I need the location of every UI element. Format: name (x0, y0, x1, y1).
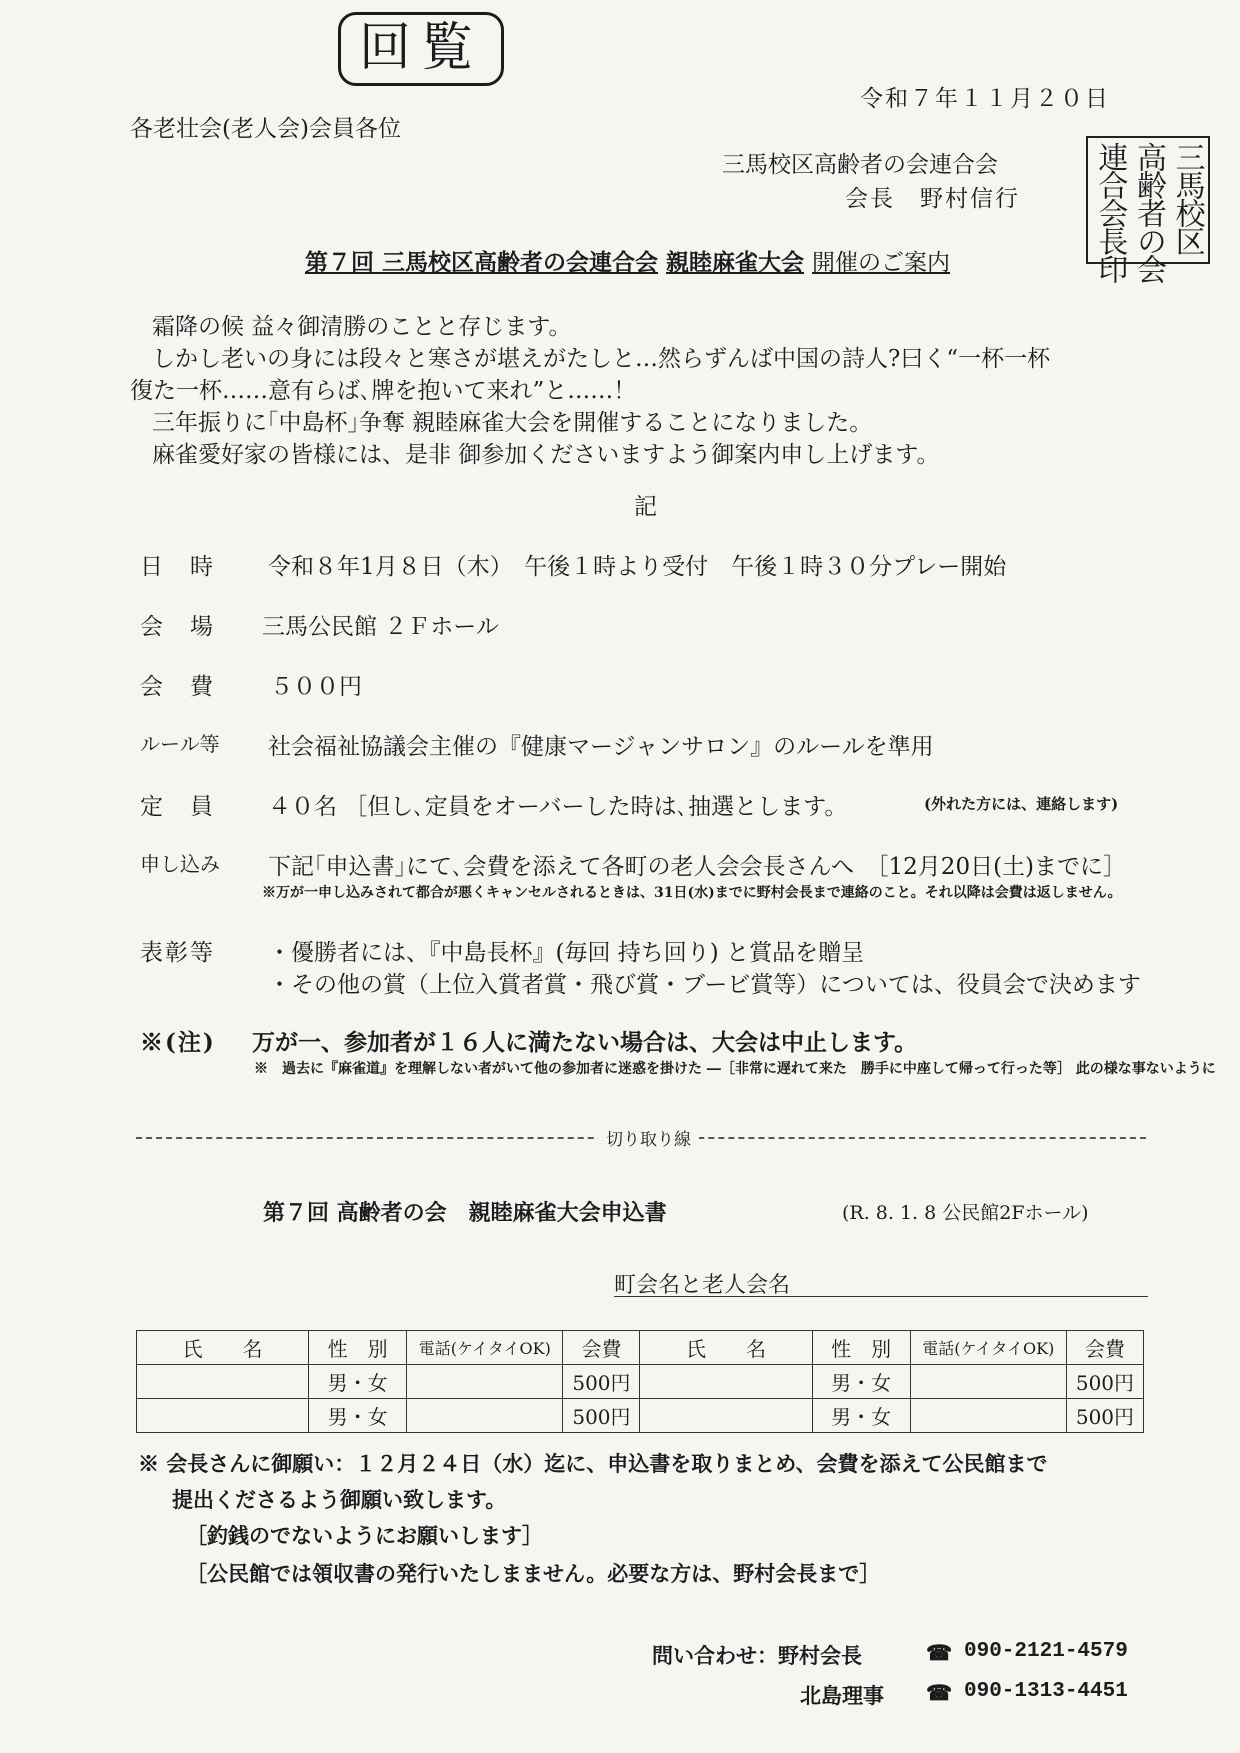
ki-heading: 記 (634, 494, 657, 520)
award-item: ・その他の賞（上位入賞者賞・飛び賞・ブービ賞等）については、役員会で決めます (268, 972, 1141, 998)
capacity-note: (外れた方には、連絡します) (924, 795, 1119, 813)
document-date: 令和７年１１月２０日 (860, 86, 1110, 112)
venue-value: 三馬公民館 ２Ｆホール (262, 614, 499, 640)
name-cell[interactable] (640, 1365, 812, 1399)
datetime-label: 日 時 (140, 554, 215, 580)
header-phone: 電話(ケイタイOK) (910, 1331, 1066, 1365)
fee-cell: 500円 (563, 1399, 640, 1433)
apply-label: 申し込み (140, 852, 220, 876)
name-cell[interactable] (137, 1399, 309, 1433)
name-cell[interactable] (137, 1365, 309, 1399)
caution-label: ※(注) (140, 1029, 216, 1056)
contact-phone: 090-1313-4451 (964, 1680, 1128, 1703)
award-label: 表彰等 (140, 940, 215, 966)
award-item: ・優勝者には、『中島長杯』(毎回 持ち回り) と賞品を贈呈 (268, 940, 865, 966)
title-part2: 親睦麻雀大会 (666, 249, 805, 276)
fee-value: ５００円 (270, 674, 362, 700)
cut-line-label: 切り取り線 (598, 1125, 699, 1150)
seal-column: 三馬校区 (1169, 142, 1205, 254)
gender-cell[interactable]: 男・女 (812, 1365, 910, 1399)
rules-label: ルール等 (140, 732, 220, 756)
table-header-row (137, 1331, 1144, 1365)
town-label: 町会名と老人会名 (614, 1273, 791, 1298)
header-fee: 会費 (563, 1331, 640, 1365)
phone-icon: ☎ (926, 1680, 953, 1705)
seal-column: 連合会長印 (1092, 142, 1128, 282)
intro-line: 霜降の候 益々御清勝のことと存じます。 (152, 314, 572, 340)
title-part3: 開催のご案内 (812, 250, 951, 276)
phone-cell[interactable] (407, 1365, 563, 1399)
header-phone: 電話(ケイタイOK) (407, 1331, 563, 1365)
datetime-value: 令和８年1月８日（木） 午後１時より受付 午後１時３０分プレー開始 (268, 554, 1007, 580)
rules-value: 社会福祉協議会主催の『健康マージャンサロン』のルールを準用 (268, 734, 934, 760)
header-fee: 会費 (1066, 1331, 1143, 1365)
phone-cell[interactable] (910, 1399, 1066, 1433)
phone-icon: ☎ (926, 1640, 953, 1665)
kairan-stamp: 回覧 (338, 12, 504, 86)
gender-cell[interactable]: 男・女 (812, 1399, 910, 1433)
apply-value: 下記｢申込書｣にて､会費を添えて各町の老人会会長さんへ ［12月20日(土)までに］ (268, 854, 1127, 880)
contact-name: 北島理事 (800, 1683, 884, 1708)
fee-cell: 500円 (1066, 1399, 1143, 1433)
footer-note: ※ 会長さんに御願い：１２月２４日（水）迄に、申込書を取りまとめ、会費を添えて公民館まで (138, 1451, 1048, 1476)
caution-note: ※ 過去に『麻雀道』を理解しない者がいて他の参加者に迷惑を掛けた ―［非常に遅れて来た 勝手に中座して帰って行った等］ 此の様な事ないように (254, 1061, 1216, 1077)
addressee: 各老壮会(老人会)会員各位 (130, 116, 401, 142)
table-row (137, 1365, 1144, 1399)
header-gender: 性 別 (309, 1331, 407, 1365)
document-title (305, 244, 950, 277)
official-seal (1086, 136, 1210, 282)
table-row (137, 1399, 1144, 1433)
footer-note: 提出くださるよう御願い致します。 (172, 1487, 507, 1512)
application-table (136, 1330, 1144, 1433)
town-input-line[interactable] (614, 1296, 1148, 1297)
fee-cell: 500円 (563, 1365, 640, 1399)
intro-line: しかし老いの身には段々と寒さが堪えがたしと…然らずんば中国の詩人?曰く“一杯一杯 (152, 346, 1051, 372)
contact-label: 問い合わせ：野村会長 (652, 1643, 862, 1668)
form-date-venue: (R. 8. 1. 8 公民館2Fホール) (842, 1202, 1089, 1224)
title-part1: 第７回 三馬校区高齢者の会連合会 (305, 249, 659, 276)
sender-org: 三馬校区高齢者の会連合会 (722, 152, 998, 178)
form-title: 第７回 高齢者の会 親睦麻雀大会申込書 (263, 1200, 667, 1226)
fee-label: 会 費 (140, 674, 215, 700)
phone-cell[interactable] (407, 1399, 563, 1433)
intro-line: 復た一杯……意有らば､牌を抱いて来れ”と……！ (130, 378, 637, 404)
footer-note: ［釣銭のでないようにお願いします］ (186, 1523, 543, 1548)
caution-value: 万が一、参加者が１６人に満たない場合は、大会は中止します。 (252, 1029, 918, 1056)
fee-cell: 500円 (1066, 1365, 1143, 1399)
seal-column: 高齢者の会 (1130, 142, 1166, 282)
contact-phone: 090-2121-4579 (964, 1640, 1128, 1663)
capacity-label: 定 員 (140, 794, 215, 820)
venue-label: 会 場 (140, 614, 215, 640)
phone-cell[interactable] (910, 1365, 1066, 1399)
header-name: 氏 名 (640, 1331, 812, 1365)
header-gender: 性 別 (812, 1331, 910, 1365)
intro-line: 三年振りに｢中島杯｣争奪 親睦麻雀大会を開催することになりました。 (152, 410, 873, 436)
footer-note: ［公民館では領収書の発行いたしまません。必要な方は、野村会長まで］ (186, 1561, 881, 1586)
apply-note: ※万が一申し込みされて都合が悪くキャンセルされるときは、31日(水)までに野村会長まで連絡のこと。それ以降は会費は返しません。 (262, 885, 1122, 901)
sender-name: 会長 野村信行 (845, 186, 1020, 212)
capacity-value: ４０名 ［但し､定員をオーバーした時は､抽選とします。 (268, 794, 848, 820)
name-cell[interactable] (640, 1399, 812, 1433)
gender-cell[interactable]: 男・女 (309, 1365, 407, 1399)
gender-cell[interactable]: 男・女 (309, 1399, 407, 1433)
header-name: 氏 名 (137, 1331, 309, 1365)
intro-line: 麻雀愛好家の皆様には、是非 御参加くださいますよう御案内申し上げます。 (152, 442, 940, 468)
